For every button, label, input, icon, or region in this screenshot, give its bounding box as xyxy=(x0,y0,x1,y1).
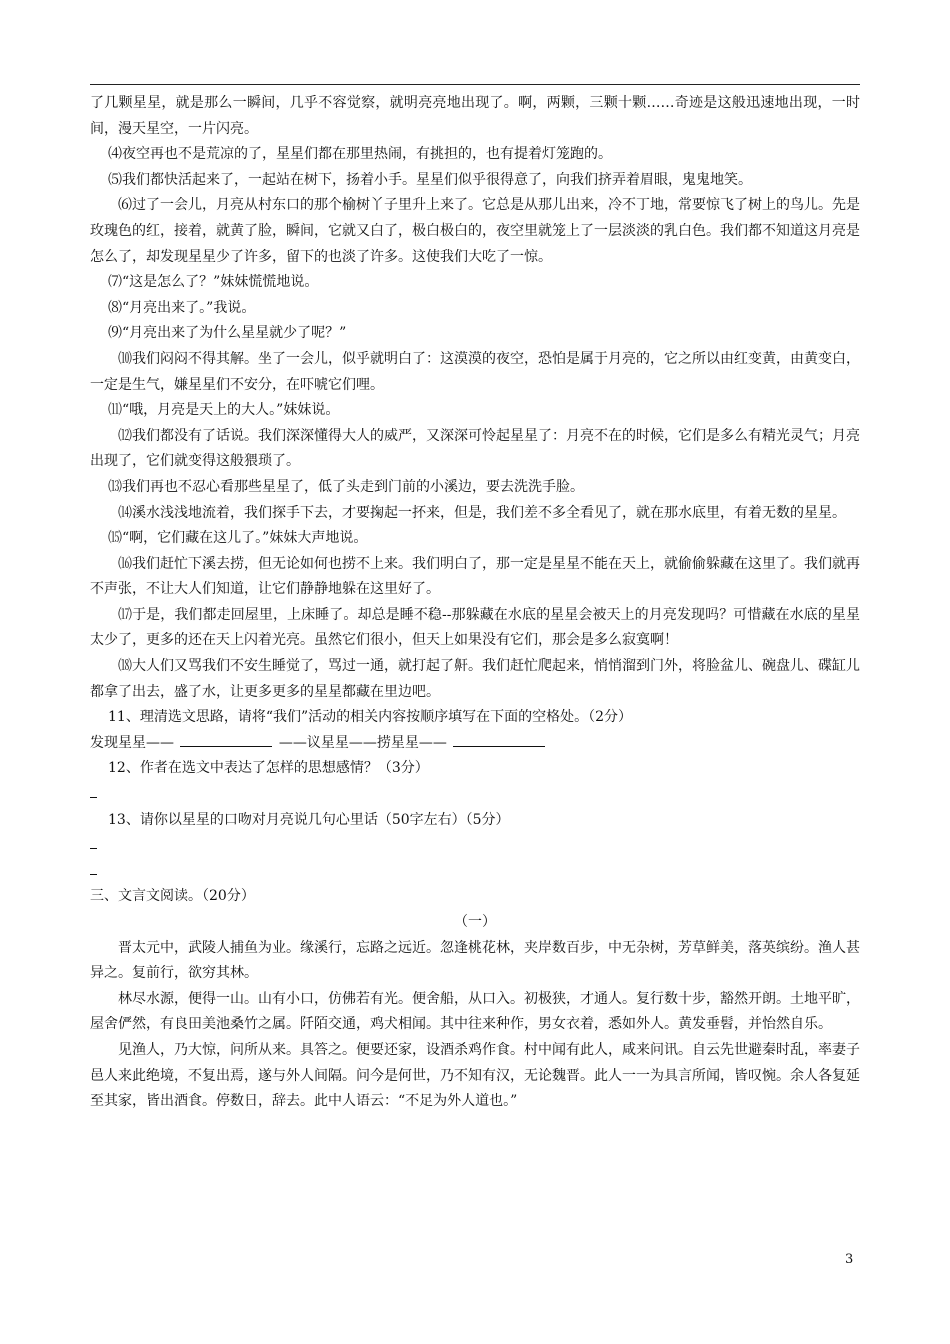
story-paragraph-12: ⑿我们都没有了话说。我们深深懂得大人的威严，又深深可怜起星星了：月亮不在的时候，它们是多么有精光灵气；月亮出现了，它们就变得这般猥琐了。 xyxy=(90,427,860,470)
story-paragraph-18: ⒅大人们又骂我们不安生睡觉了，骂过一通，就打起了鼾。我们赶忙爬起来，悄悄溜到门外，将脸盆儿、碗盘儿、碟缸儿都拿了出去，盛了水，让更多更多的星星都藏在里边吧。 xyxy=(90,658,860,700)
q11-blank-2[interactable] xyxy=(453,731,545,747)
story-paragraph-13: ⒀我们再也不忍心看那些星星了，低了头走到门前的小溪边，要去洗洗手脸。 xyxy=(108,478,584,495)
story-paragraph-6: ⑹过了一会儿，月亮从村东口的那个榆树丫子里升上来了。它总是从那儿出来，冷不丁地，常要惊飞了树上的鸟儿。先是玫瑰色的红，接着，就黄了脸，瞬间，它就又白了，极白极白的，夜空里就笼上了一层淡淡的乳白色。我们都不知道这月亮是怎么了，却发现星星少了许多，留下的也淡了许多。这使我们大吃了一惊。 xyxy=(90,197,860,265)
q13-answer-blank-2[interactable] xyxy=(90,859,860,885)
story-paragraph-8: ⑻“月亮出来了。”我说。 xyxy=(108,299,256,316)
story-paragraph-continued: 了几颗星星，就是那么一瞬间，几乎不容觉察，就明亮亮地出现了。啊，两颗，三颗十颗……奇迹是这般迅速地出现，一时间，漫天星空，一片闪亮。 xyxy=(90,95,860,137)
q11-prefix: 发现星星—— xyxy=(90,734,174,751)
story-paragraph-9: ⑼“月亮出来了为什么星星就少了呢？” xyxy=(108,325,347,342)
question-11-answer-line xyxy=(90,731,860,757)
q13-answer-blank-1[interactable] xyxy=(90,833,860,859)
story-paragraph-10: ⑽我们闷闷不得其解。坐了一会儿，似乎就明白了：这漠漠的夜空，恐怕是属于月亮的，它之所以由红变黄，由黄变白，一定是生气，嫌星星们不安分，在吓唬它们哩。 xyxy=(90,350,860,393)
question-13: 13、请你以星星的口吻对月亮说几句心里话（50字左右）（5分） xyxy=(108,811,510,828)
q11-blank-1[interactable] xyxy=(180,731,272,747)
section-3-subheading: （一） xyxy=(454,914,496,930)
question-11: 11、理清选文思路，请将“我们”活动的相关内容按顺序填写在下面的空格处。（2分） xyxy=(108,709,633,726)
story-paragraph-14: ⒁溪水浅浅地流着，我们探手下去，才要掬起一抔来，但是，我们差不多全看见了，就在那水底里，有着无数的星星。 xyxy=(118,504,846,521)
section-3-heading: 三、文言文阅读。（20分） xyxy=(90,888,255,905)
story-paragraph-16: ⒃我们赶忙下溪去捞，但无论如何也捞不上来。我们明白了，那一定是星星不能在天上，就偷偷躲藏在这里了。我们就再不声张，不让大人们知道，让它们静静地躲在这里好了。 xyxy=(90,555,860,598)
story-paragraph-11: ⑾“哦，月亮是天上的大人。”妹妹说。 xyxy=(108,402,340,419)
question-12: 12、作者在选文中表达了怎样的思想感情？（3分） xyxy=(108,760,429,777)
page-number: 3 xyxy=(845,1252,854,1267)
page-content xyxy=(90,91,860,1115)
story-paragraph-15: ⒂“啊，它们藏在这儿了。”妹妹大声地说。 xyxy=(108,530,368,547)
story-paragraph-7: ⑺“这是怎么了？”妹妹慌慌地说。 xyxy=(108,274,319,291)
story-paragraph-5: ⑸我们都快活起来了，一起站在树下，扬着小手。星星们似乎很得意了，向我们挤弄着眉眼，鬼鬼地笑。 xyxy=(108,171,752,188)
classical-paragraph-2: 林尽水源，便得一山。山有小口，仿佛若有光。便舍船，从口入。初极狭，才通人。复行数十步，豁然开朗。土地平旷，屋舍俨然，有良田美池桑竹之属。阡陌交通，鸡犬相闻。其中往来种作，男女衣着，悉如外人。黄发垂髫，并怡然自乐。 xyxy=(90,990,860,1033)
header-rule xyxy=(90,84,860,85)
q11-middle: ——议星星——捞星星—— xyxy=(278,734,447,751)
story-paragraph-17: ⒄于是，我们都走回屋里，上床睡了。却总是睡不稳--那躲藏在水底的星星会被天上的月亮发现吗？可惜藏在水底的星星太少了，更多的还在天上闪着光亮。虽然它们很小，但天上如果没有它们，那会是多么寂寞啊！ xyxy=(90,606,860,649)
story-paragraph-4: ⑷夜空再也不是荒凉的了，星星们都在那里热闹，有挑担的，也有提着灯笼跑的。 xyxy=(108,146,612,163)
classical-paragraph-1: 晋太元中，武陵人捕鱼为业。缘溪行，忘路之远近。忽逢桃花林，夹岸数百步，中无杂树，芳草鲜美，落英缤纷。渔人甚异之。复前行，欲穷其林。 xyxy=(90,939,860,982)
q12-answer-blank[interactable] xyxy=(90,782,860,808)
classical-paragraph-3: 见渔人，乃大惊，问所从来。具答之。便要还家，设酒杀鸡作食。村中闻有此人，咸来问讯。自云先世避秦时乱，率妻子邑人来此绝境，不复出焉，遂与外人间隔。问今是何世，乃不知有汉，无论魏晋。此人一一为具言所闻，皆叹惋。余人各复延至其家，皆出酒食。停数日，辞去。此中人语云：“不足为外人道也。” xyxy=(90,1041,860,1110)
